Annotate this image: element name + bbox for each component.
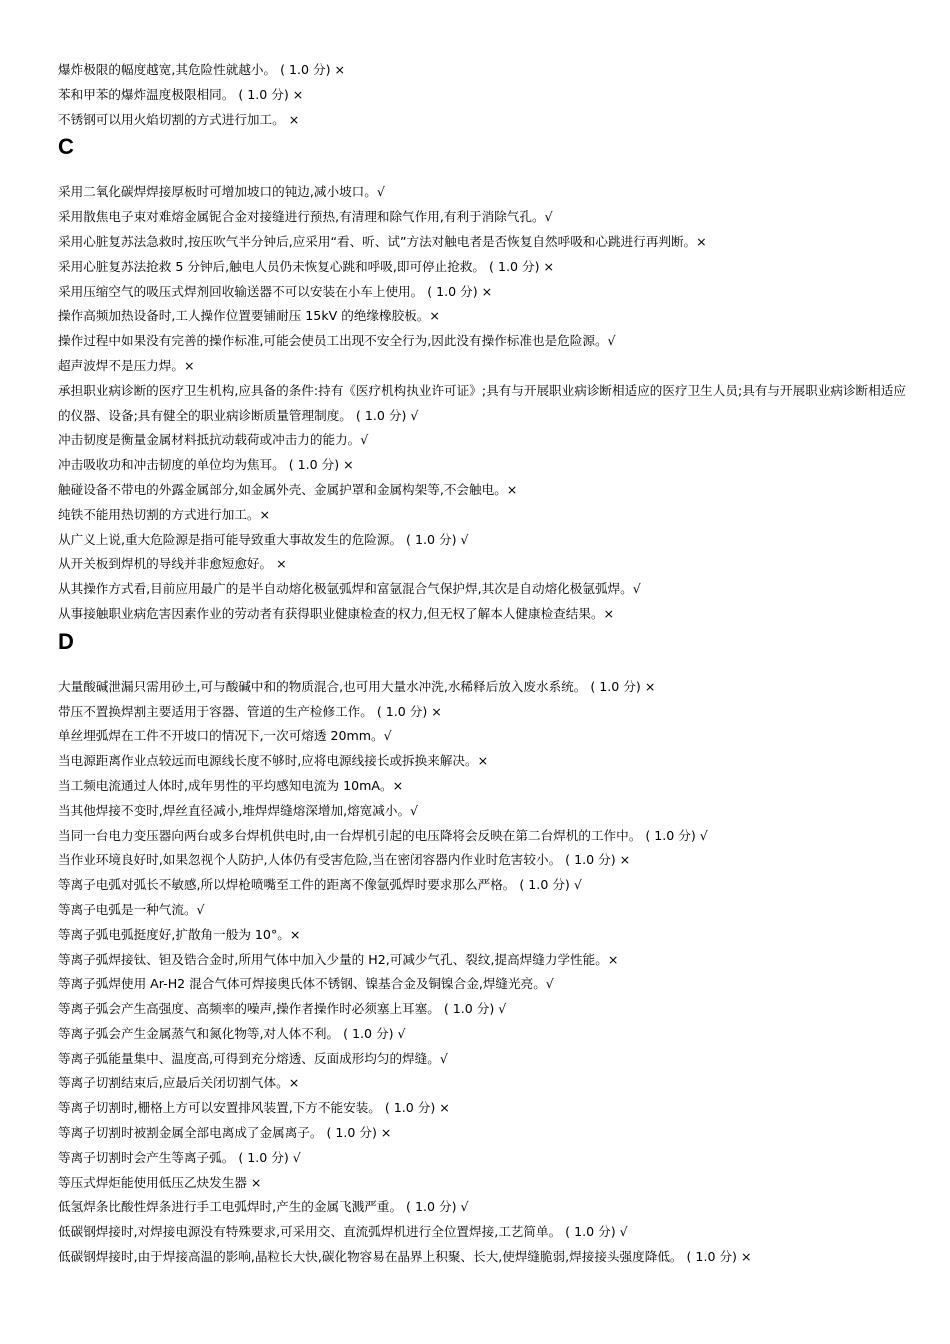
section-top — [58, 58, 908, 132]
question-line: 从开关板到焊机的导线并非愈短愈好。 × — [58, 556, 287, 572]
question-line: 操作高频加热设备时,工人操作位置要铺耐压 15kV 的绝缘橡胶板。× — [58, 308, 440, 324]
question-line: 冲击韧度是衡量金属材料抵抗动载荷或冲击力的能力。√ — [58, 432, 369, 448]
question-line: 从事接触职业病危害因素作业的劳动者有获得职业健康检查的权力,但无权了解本人健康检查结果。× — [58, 605, 615, 621]
question-line: 采用心脏复苏法抢救 5 分钟后,触电人员仍未恢复心跳和呼吸,即可停止抢救。 ( 1.0 分) × — [58, 258, 555, 274]
question-line: 苯和甲苯的爆炸温度极限相同。 ( 1.0 分) × — [58, 86, 304, 102]
question-line: 等离子弧能量集中、温度高,可得到充分熔透、反面成形均匀的焊缝。√ — [58, 1050, 448, 1066]
question-line: 等离子弧焊使用 Ar-H2 混合气体可焊接奥氏体不锈钢、镍基合金及铜镍合金,焊缝光亮。√ — [58, 976, 554, 992]
question-line: 等离子弧会产生高强度、高频率的噪声,操作者操作时必须塞上耳塞。 ( 1.0 分) √ — [58, 1001, 507, 1017]
question-line: 操作过程中如果没有完善的操作标准,可能会使员工出现不安全行为,因此没有操作标准也是危险源。√ — [58, 333, 616, 349]
question-line: 等离子切割结束后,应最后关闭切割气体。× — [58, 1075, 300, 1091]
question-line: 采用散焦电子束对难熔金属铌合金对接缝进行预热,有清理和除气作用,有利于消除气孔。√ — [58, 209, 553, 225]
question-line: 等离子电弧对弧长不敏感,所以焊枪喷嘴至工件的距离不像氩弧焊时要求那么严格。 ( 1.0 分) √ — [58, 877, 582, 893]
question-line: 从广义上说,重大危险源是指可能导致重大事故发生的危险源。 ( 1.0 分) √ — [58, 531, 469, 547]
question-line: 等离子切割时,栅格上方可以安置排风装置,下方不能安装。 ( 1.0 分) × — [58, 1100, 450, 1116]
question-line: 低氢焊条比酸性焊条进行手工电弧焊时,产生的金属飞溅严重。 ( 1.0 分) √ — [58, 1199, 469, 1215]
section-heading-d: D — [58, 628, 74, 654]
question-line: 从其操作方式看,目前应用最广的是半自动熔化极氩弧焊和富氩混合气保护焊,其次是自动熔化极氩弧焊。√ — [58, 581, 641, 597]
question-line: 当工频电流通过人体时,成年男性的平均感知电流为 10mA。× — [58, 777, 404, 793]
section-heading-c: C — [58, 134, 74, 160]
question-line: 承担职业病诊断的医疗卫生机构,应具备的条件:持有《医疗机构执业许可证》;具有与开展职业病诊断相适应的医疗卫生人员;具有与开展职业病诊断相适应的仪器、设备;具有健全的职业病诊断质量管理制度。 ( 1.0 分) √ — [58, 382, 906, 423]
question-line: 当作业环境良好时,如果忽视个人防护,人体仍有受害危险,当在密闭容器内作业时危害较小。 ( 1.0 分) × — [58, 852, 631, 868]
question-line: 低碳钢焊接时,由于焊接高温的影响,晶粒长大快,碳化物容易在晶界上积聚、长大,使焊缝脆弱,焊接接头强度降低。 ( 1.0 分) × — [58, 1249, 752, 1265]
question-line: 等离子切割时被割金属全部电离成了金属离子。 ( 1.0 分) × — [58, 1125, 392, 1141]
question-line: 采用心脏复苏法急救时,按压吹气半分钟后,应采用“看、听、试”方法对触电者是否恢复自然呼吸和心跳进行再判断。× — [58, 233, 707, 249]
question-line: 等离子弧电弧挺度好,扩散角一般为 10°。× — [58, 926, 301, 942]
question-line: 等压式焊炬能使用低压乙炔发生器 × — [58, 1174, 262, 1190]
question-line: 单丝埋弧焊在工件不开坡口的情况下,一次可熔透 20mm。√ — [58, 728, 392, 744]
question-line: 等离子切割时会产生等离子弧。 ( 1.0 分) √ — [58, 1149, 301, 1165]
question-line: 当电源距离作业点较远而电源线长度不够时,应将电源线接长或拆换来解决。× — [58, 753, 489, 769]
question-line: 等离子弧焊接钛、钽及锆合金时,所用气体中加入少量的 H2,可减少气孔、裂纹,提高焊缝力学性能。× — [58, 951, 619, 967]
question-line: 等离子弧会产生金属蒸气和氮化物等,对人体不利。 ( 1.0 分) √ — [58, 1025, 406, 1041]
question-line: 不锈钢可以用火焰切割的方式进行加工。 × — [58, 111, 300, 127]
question-line: 爆炸极限的幅度越宽,其危险性就越小。 ( 1.0 分) × — [58, 62, 346, 77]
document-page — [58, 58, 908, 1270]
section-c — [58, 180, 908, 626]
question-line: 纯铁不能用热切割的方式进行加工。× — [58, 506, 271, 522]
question-line: 当其他焊接不变时,焊丝直径减小,堆焊焊缝熔深增加,熔宽减小。√ — [58, 802, 419, 818]
question-line: 当同一台电力变压器向两台或多台焊机供电时,由一台焊机引起的电压降将会反映在第二台焊机的工作中。 ( 1.0 分) √ — [58, 827, 708, 843]
question-line: 大量酸碱泄漏只需用砂土,可与酸碱中和的物质混合,也可用大量水冲洗,水稀释后放入废水系统。 ( 1.0 分) × — [58, 678, 656, 694]
question-line: 等离子电弧是一种气流。√ — [58, 901, 205, 917]
question-line: 冲击吸收功和冲击韧度的单位均为焦耳。 ( 1.0 分) × — [58, 457, 354, 473]
question-line: 低碳钢焊接时,对焊接电源没有特殊要求,可采用交、直流弧焊机进行全位置焊接,工艺简单。 ( 1.0 分) √ — [58, 1224, 628, 1240]
question-line: 采用压缩空气的吸压式焊剂回收输送器不可以安装在小车上使用。 ( 1.0 分) × — [58, 283, 493, 299]
section-d — [58, 675, 908, 1270]
question-line: 触碰设备不带电的外露金属部分,如金属外壳、金属护罩和金属构架等,不会触电。× — [58, 481, 518, 497]
question-line: 超声波焊不是压力焊。× — [58, 357, 195, 373]
question-line: 带压不置换焊割主要适用于容器、管道的生产检修工作。 ( 1.0 分) × — [58, 703, 442, 719]
question-line: 采用二氧化碳焊焊接厚板时可增加坡口的钝边,减小坡口。√ — [58, 184, 385, 200]
